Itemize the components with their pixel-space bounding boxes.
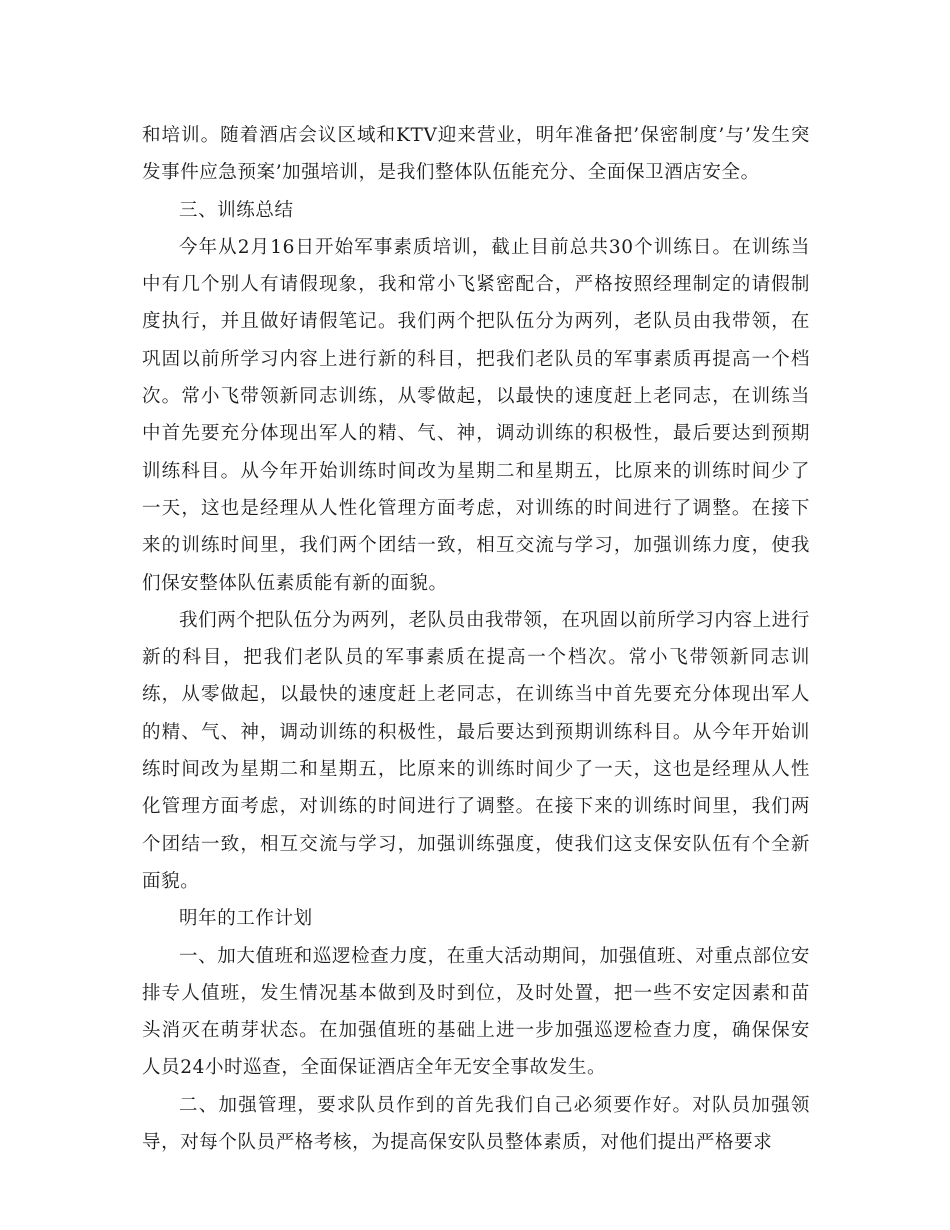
paragraph-plan-item-one: 一、加大值班和巡逻检查力度，在重大活动期间，加强值班、对重点部位安排专人值班，发生情况基本做到及时到位，及时处置，把一些不安定因素和苗头消灭在萌芽状态。在加强值班的基础上进一步加强巡逻检查力度，确保保安人员24小时巡查，全面保证酒店全年无安全事故发生。 [142,945,810,1079]
paragraph-intro-continuation: 和培训。随着酒店会议区域和KTV迎来营业，明年准备把’保密制度’与’发生突发事件应急预案’加强培训，是我们整体队伍能充分、全面保卫酒店安全。 [142,125,810,184]
paragraph-plan-item-two: 二、加强管理，要求队员作到的首先我们自己必须要作好。对队员加强领导，对每个队员严格考核，为提高保安队员整体素质，对他们提出严格要求 [142,1094,810,1154]
section-heading-training-summary: 三、训练总结 [179,199,294,221]
paragraph-training-overview: 今年从2月16日开始军事素质培训，截止目前总共30个训练日。在训练当中有几个别人有请假现象，我和常小飞紧密配合，严格按照经理制定的请假制度执行，并且做好请假笔记。我们两个把队伍分为两列，老队员由我带领，在巩固以前所学习内容上进行新的科目，把我们老队员的军事素质再提高一个档次。常小飞带领新同志训练，从零做起，以最快的速度赶上老同志，在训练当中首先要充分体现出军人的精、气、神，调动训练的积极性，最后要达到预期训练科目。从今年开始训练时间改为星期二和星期五，比原来的训练时间少了一天，这也是经理从人性化管理方面考虑，对训练的时间进行了调整。在接下来的训练时间里，我们两个团结一致，相互交流与学习，加强训练力度，使我们保安整体队伍素质能有新的面貌。 [142,236,810,594]
section-heading-next-year-plan: 明年的工作计划 [179,908,313,930]
document-body [142,117,810,1161]
paragraph-training-detail: 我们两个把队伍分为两列，老队员由我带领，在巩固以前所学习内容上进行新的科目，把我们老队员的军事素质在提高一个档次。常小飞带领新同志训练，从零做起，以最快的速度赶上老同志，在训练当中首先要充分体现出军人的精、气、神，调动训练的积极性，最后要达到预期训练科目。从今年开始训练时间改为星期二和星期五，比原来的训练时间少了一天，这也是经理从人性化管理方面考虑，对训练的时间进行了调整。在接下来的训练时间里，我们两个团结一致，相互交流与学习，加强训练强度，使我们这支保安队伍有个全新面貌。 [142,609,810,892]
